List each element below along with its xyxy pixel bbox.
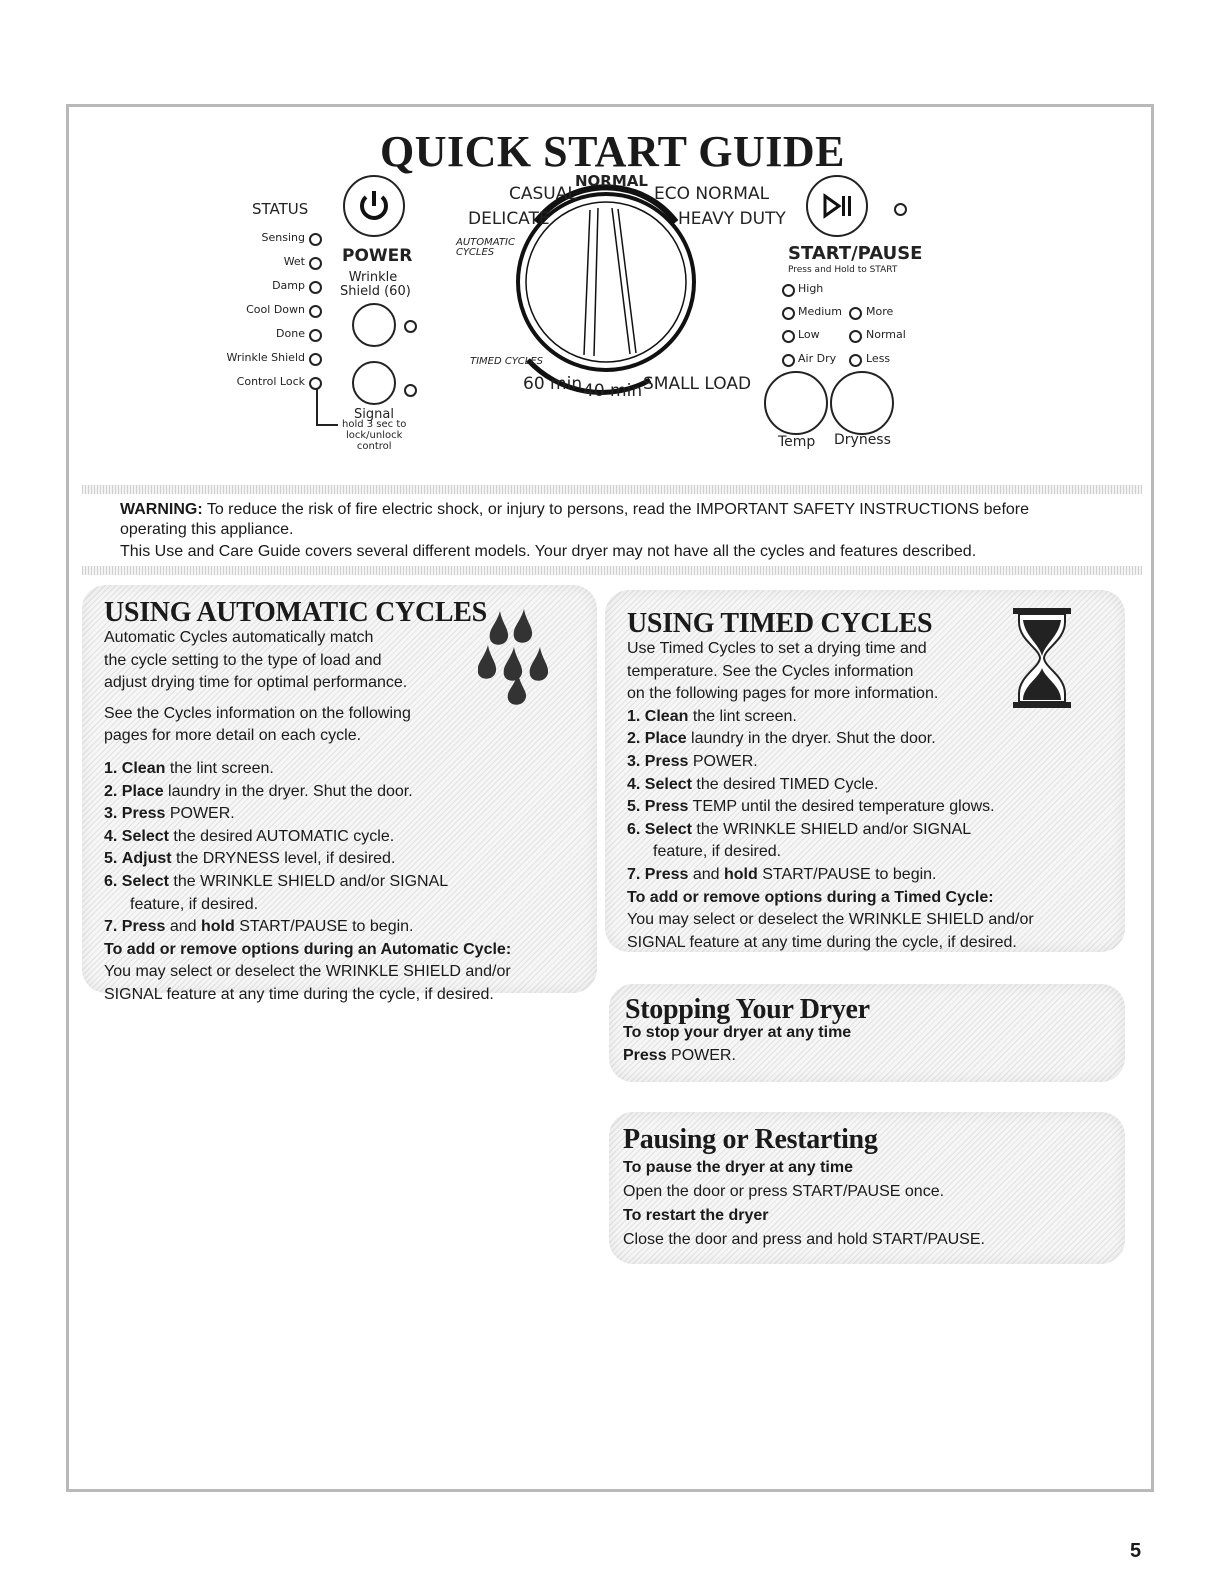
status-heading: STATUS — [252, 200, 309, 218]
dry-option-less: Less — [866, 352, 891, 365]
status-damp: Damp — [272, 279, 305, 292]
step-6-cont: feature, if desired. — [653, 843, 782, 861]
start-pause-label: START/PAUSE — [788, 243, 923, 264]
lock-connector-line — [316, 388, 318, 426]
temp-led — [782, 354, 795, 367]
dial-inner-ring — [526, 202, 686, 362]
step-5: 5. Adjust the DRYNESS level, if desired. — [104, 850, 396, 868]
temp-option-low: Low — [798, 328, 820, 341]
status-led — [309, 305, 322, 318]
status-led — [309, 329, 322, 342]
dial-pointer-line — [594, 208, 598, 356]
power-label: POWER — [342, 246, 413, 266]
power-button[interactable] — [343, 175, 405, 237]
page-number: 5 — [1130, 1540, 1142, 1562]
pausing-panel — [609, 1112, 1125, 1264]
status-wrinkle-shield: Wrinkle Shield — [226, 351, 305, 364]
start-pause-button[interactable] — [806, 175, 868, 237]
wrinkle-shield-label: Wrinkle Shield (60) — [340, 270, 411, 299]
water-drops-icon — [478, 607, 578, 707]
start-pause-sub: Press and Hold to START — [788, 265, 898, 275]
status-sensing: Sensing — [261, 231, 305, 244]
status-led — [309, 257, 322, 270]
temp-option-high: High — [798, 282, 824, 295]
dial-label-timed: TIMED CYCLES — [470, 356, 544, 367]
step-7: 7. Press and hold START/PAUSE to begin. — [627, 865, 937, 883]
dial-label-casual: CASUAL — [509, 184, 577, 204]
status-control-lock: Control Lock — [236, 375, 305, 388]
dryness-button[interactable] — [830, 371, 894, 435]
temp-led — [782, 307, 795, 320]
step-2: 2. Place laundry in the dryer. Shut the door. — [627, 730, 936, 748]
step-6-cont: feature, if desired. — [130, 895, 259, 913]
step-6: 6. Select the WRINKLE SHIELD and/or SIGNAL — [627, 820, 972, 838]
step-3: 3. Press POWER. — [104, 805, 235, 823]
automatic-cycles-title: USING AUTOMATIC CYCLES — [104, 597, 487, 628]
signal-label: Signal — [354, 407, 394, 422]
stopping-title: Stopping Your Dryer — [625, 994, 870, 1025]
status-done: Done — [276, 327, 305, 340]
status-cool-down: Cool Down — [246, 303, 305, 316]
step-4: 4. Select the desired TIMED Cycle. — [627, 775, 879, 793]
dial-label-normal: NORMAL — [575, 172, 648, 190]
status-led — [309, 233, 322, 246]
signal-led — [404, 384, 417, 397]
divider — [82, 566, 1142, 575]
divider — [82, 485, 1142, 494]
lock-note: hold 3 sec to lock/unlock control — [342, 419, 407, 452]
control-panel-diagram — [0, 0, 1225, 480]
stopping-body: To stop your dryer at any time Press POWER. — [623, 1024, 852, 1064]
status-led — [309, 353, 322, 366]
dial-label-60min: 60 min — [523, 374, 583, 394]
step-5: 5. Press TEMP until the desired temperature glows. — [627, 798, 995, 816]
timed-cycles-title: USING TIMED CYCLES — [627, 608, 933, 639]
step-3: 3. Press POWER. — [627, 752, 758, 770]
temp-option-medium: Medium — [798, 305, 842, 318]
step-2: 2. Place laundry in the dryer. Shut the door. — [104, 782, 413, 800]
dryness-led — [849, 307, 862, 320]
dial-label-eco-normal: ECO NORMAL — [654, 184, 770, 204]
start-pause-led — [894, 203, 907, 216]
temp-option-air-dry: Air Dry — [798, 352, 837, 365]
dial-label-heavy-duty: HEAVY DUTY — [678, 209, 786, 229]
dial-pointer-line — [584, 210, 590, 355]
dial-label-40min: 40 min — [583, 381, 643, 401]
automatic-cycles-panel — [82, 585, 597, 1003]
dryness-led — [849, 330, 862, 343]
step-6: 6. Select the WRINKLE SHIELD and/or SIGNAL — [104, 872, 449, 890]
automatic-cycles-body: Automatic Cycles automatically match the cycle setting to the type of load and adjust drying time for optimal performance. See the Cycles information on the following pages for more detail on each cycle. 1. Clean the lint screen. 2. Place laundry in the dryer. Shut the door. 3. Press POWER. 4. Select the desired AUTOMATIC cycle. 5. Adjust the DRYNESS level, if desired. 6. Select the WRINKLE SHIELD and/or SIGNAL feature, if desired. 7. Press and hold START/PAUSE to begin. To add or remove options during an Automatic Cycle: You may select or deselect the WRINKLE SHIELD and/or SIGNAL feature at any time during the cycle, if desired. — [104, 627, 584, 1007]
pausing-body: To pause the dryer at any time Open the door or press START/PAUSE once. To restart the dryer Close the door and press and hold START/PAUSE. — [623, 1159, 985, 1248]
temp-led — [782, 284, 795, 297]
coverage-note: This Use and Care Guide covers several different models. Your dryer may not have all the cycles and features described. — [120, 543, 977, 560]
warning-text: WARNING: To reduce the risk of fire electric shock, or injury to persons, read the IMPORTANT SAFETY INSTRUCTIONS before operating this appliance. — [120, 501, 1030, 538]
power-icon — [345, 177, 403, 235]
wrinkle-shield-button[interactable] — [352, 303, 396, 347]
timed-cycles-panel — [605, 590, 1125, 952]
automatic-options-heading: To add or remove options during an Automatic Cycle: — [104, 940, 512, 958]
stopping-panel — [609, 984, 1125, 1082]
dry-option-normal: Normal — [866, 328, 906, 341]
wrinkle-shield-led — [404, 320, 417, 333]
lock-connector-line — [316, 424, 338, 426]
step-1: 1. Clean the lint screen. — [104, 759, 274, 777]
temp-label: Temp — [778, 434, 816, 450]
hourglass-icon — [1013, 608, 1071, 708]
step-7: 7. Press and hold START/PAUSE to begin. — [104, 918, 414, 936]
step-1: 1. Clean the lint screen. — [627, 707, 797, 725]
timed-cycles-body: Use Timed Cycles to set a drying time and temperature. See the Cycles information on the following pages for more information. 1. Clean the lint screen. 2. Place laundry in the dryer. Shut the door. 3. Press POWER. 4. Select the desired TIMED Cycle. 5. Press TEMP until the desired temperature glows. 6. Select the WRINKLE SHIELD and/or SIGNAL feature, if desired. 7. Press and hold START/PAUSE to begin. To add or remove options during a Timed Cycle: You may select or deselect the WRINKLE SHIELD and/or SIGNAL feature at any time during the cycle, if desired. — [627, 638, 1107, 954]
status-led — [309, 281, 322, 294]
dial-label-small-load: SMALL LOAD — [643, 374, 752, 394]
page-title: QUICK START GUIDE — [380, 127, 845, 176]
dial-label-delicate: DELICATE — [468, 209, 550, 229]
temp-button[interactable] — [764, 371, 828, 435]
play-pause-icon — [808, 177, 866, 235]
dryness-label: Dryness — [834, 432, 891, 448]
dryness-led — [849, 354, 862, 367]
step-4: 4. Select the desired AUTOMATIC cycle. — [104, 827, 395, 845]
signal-button[interactable] — [352, 361, 396, 405]
temp-led — [782, 330, 795, 343]
timed-options-heading: To add or remove options during a Timed Cycle: — [627, 888, 994, 906]
dial-label-automatic: AUTOMATIC CYCLES — [456, 237, 515, 258]
status-wet: Wet — [283, 255, 305, 268]
dry-option-more: More — [866, 305, 894, 318]
pausing-title: Pausing or Restarting — [623, 1124, 878, 1155]
